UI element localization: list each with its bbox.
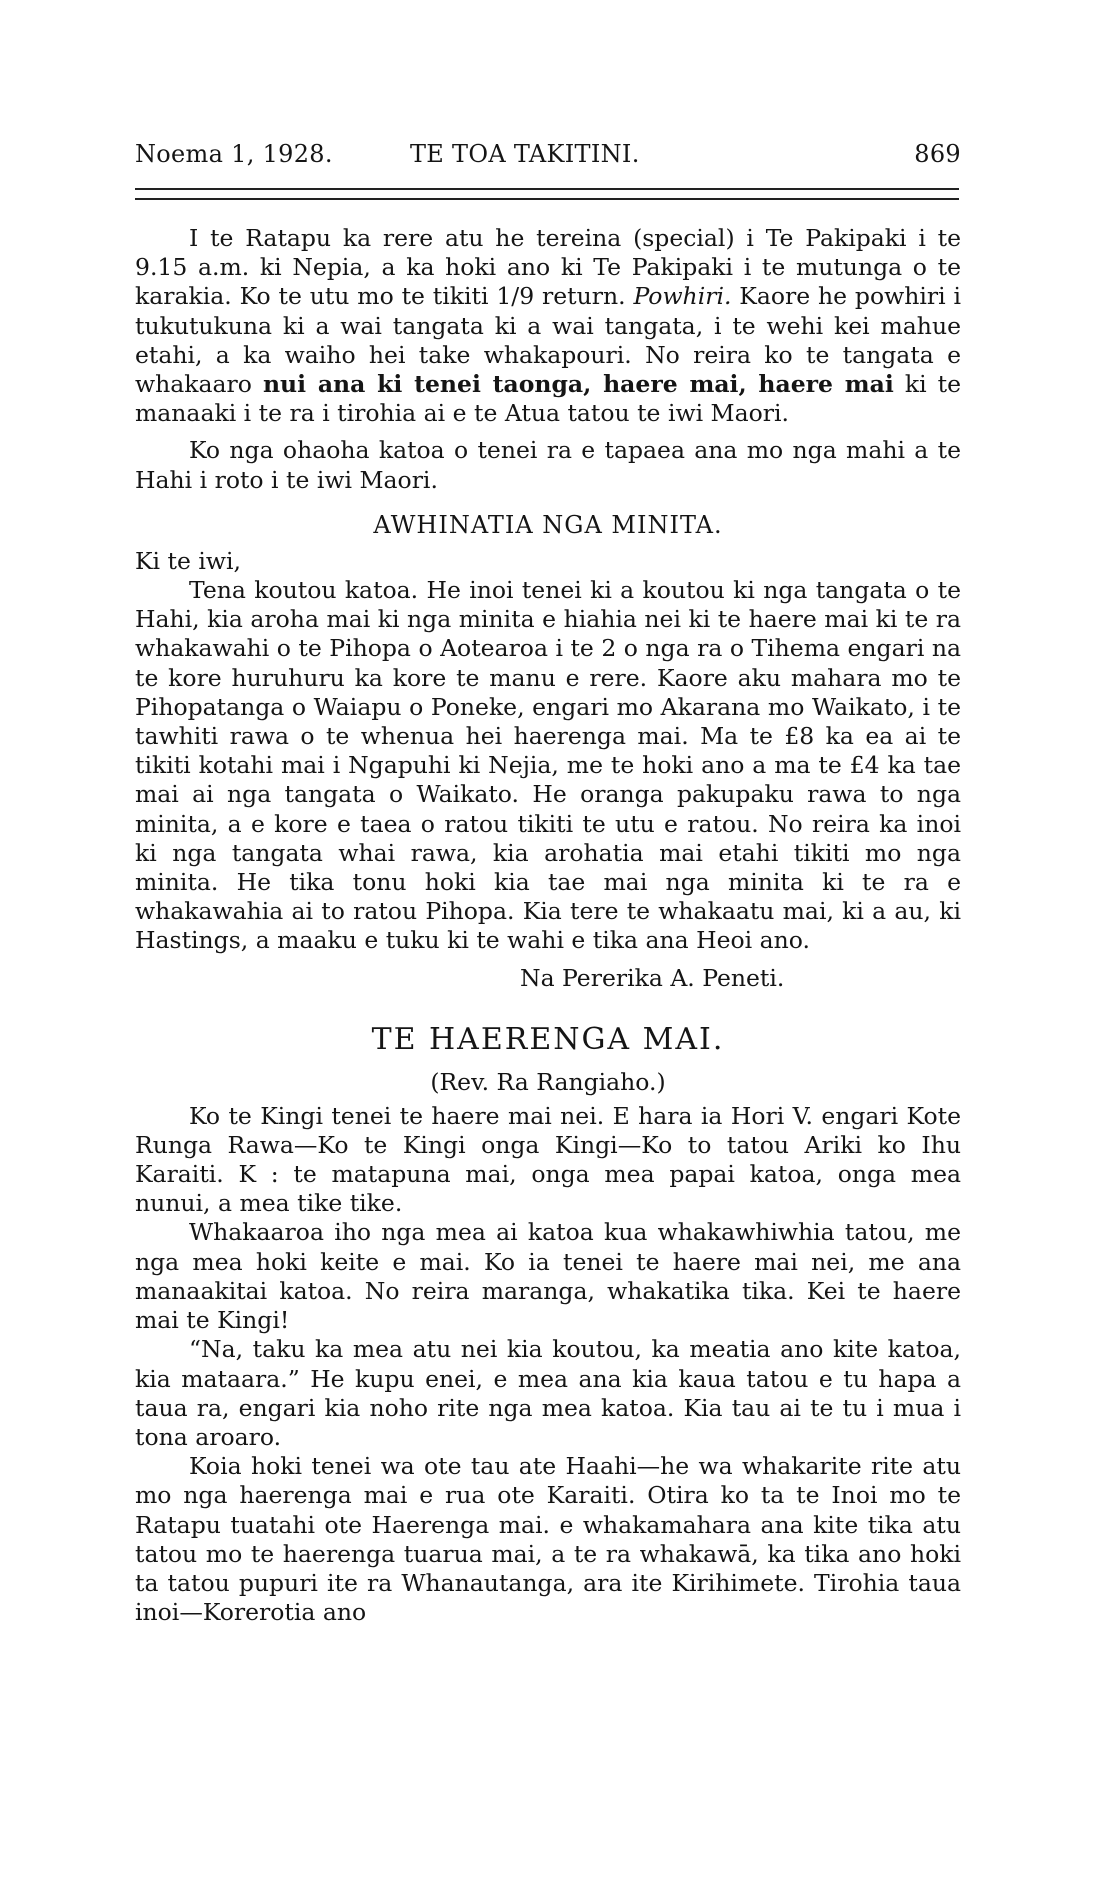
powhiri-label: Powhiri. <box>633 282 732 311</box>
intro-paragraph-2: Ko nga ohaoha katoa o tenei ra e tapaea ana mo nga mahi a te Hahi i roto i te iwi Maori. <box>135 436 961 494</box>
awhina-heading: AWHINATIA NGA MINITA. <box>373 510 723 539</box>
awhina-body: Tena koutou katoa. He inoi tenei ki a koutou ki nga tangata o te Hahi, kia aroha mai ki nga minita e hiahia nei ki te haere mai ki te ra whakawahi o te Pihopa o Aotearoa i te 2 o nga ra o Tihema engari na te kore huruhuru ka kore te manu e rere. Kaore aku mahara mo te Pihopatanga o Waiapu o Poneke, engari mo Akarana mo Waikato, i te tawhiti rawa o te whenua hei haerenga mai. Ma te £8 ka ea ai te tikiti kotahi mai i Ngapuhi ki Nejia, me te hoki ano a ma te £4 ka tae mai ai nga tangata o Waikato. He oranga pakupaku rawa to nga minita, a e kore e taea o ratou tikiti te utu e ratou. No reira ka inoi ki nga tangata whai rawa, kia arohatia mai etahi tikiti mo nga minita. He tika tonu hoki kia tae mai nga minita ki te ra e whakawahia ai to ratou Pihopa. Kia tere te whakaatu mai, ki a au, ki Hastings, a maaku e tuku ki te wahi e tika ana Heoi ano. <box>135 576 961 955</box>
intro-text-b: Kaore he powhiri i tukutukuna ki a wai tangata ki a wai tangata, i te wehi kei mahue etahi, a ka waiho hei take whakapouri. No reira ko te tangata e whakaaro <box>135 282 961 399</box>
haerenga-paragraph-2: Whakaaroa iho nga mea ai katoa kua whakawhiwhia tatou, me nga mea hoki keite e mai. Ko ia tenei te haere mai nei, me ana manaakitai katoa. No reira maranga, whakatika tika. Kei te haere mai te Kingi! <box>135 1218 961 1335</box>
issue-date: Noema 1, 1928. <box>135 140 333 168</box>
article-body <box>135 224 961 1627</box>
haerenga-byline: (Rev. Ra Rangiaho.) <box>430 1067 666 1096</box>
intro-text-a: I te Ratapu ka rere atu he tereina (special) i Te Pakipaki i te 9.15 a.m. ki Nepia, a ka hoki ano ki Te Pakipaki i te mutunga o te karakia. Ko te utu mo te tikiti 1/9 return. <box>135 224 961 311</box>
awhina-signature: Na Pererika A. Peneti. <box>520 963 785 992</box>
haerenga-paragraph-1: Ko te Kingi tenei te haere mai nei. E hara ia Hori V. engari Kote Runga Rawa—Ko te Kingi onga Kingi—Ko to tatou Ariki ko Ihu Karaiti. K : te matapuna mai, onga mea papai katoa, onga mea nunui, a mea tike tike. <box>135 1101 961 1218</box>
publication-title: TE TOA TAKITINI. <box>410 140 640 168</box>
haerenga-paragraph-4: Koia hoki tenei wa ote tau ate Haahi—he wa whakarite rite atu mo nga haerenga mai e rua ote Karaiti. Otira ko ta te Inoi mo te Ratapu tuatahi ote Haerenga mai. e whakamahara ana kite tika atu tatou mo te haerenga tuarua mai, a te ra whakawā, ka tika ano hoki ta tatou pupuri ite ra Whanautanga, ara ite Kirihimete. Tirohia taua inoi—Korerotia ano <box>135 1452 961 1627</box>
intro-bold-text: nui ana ki tenei taonga, haere mai, haere mai <box>262 370 894 399</box>
awhina-greeting: Ki te iwi, <box>135 546 241 575</box>
intro-text-c: ki te manaaki i te ra i tirohia ai e te Atua tatou te iwi Maori. <box>135 370 962 428</box>
header-rule-top <box>135 188 959 190</box>
haerenga-heading: TE HAERENGA MAI. <box>371 1021 725 1057</box>
header-rule-bottom <box>135 198 959 200</box>
page-number: 869 <box>914 140 961 168</box>
page-header <box>135 140 961 176</box>
haerenga-paragraph-3: “Na, taku ka mea atu nei kia koutou, ka meatia ano kite katoa, kia mataara.” He kupu enei, e mea ana kia kaua tatou e tu hapa a taua ra, engari kia noho rite nga mea katoa. Kia tau ai te tu i mua i tona aroaro. <box>135 1335 961 1451</box>
intro-paragraph-1 <box>135 224 961 428</box>
